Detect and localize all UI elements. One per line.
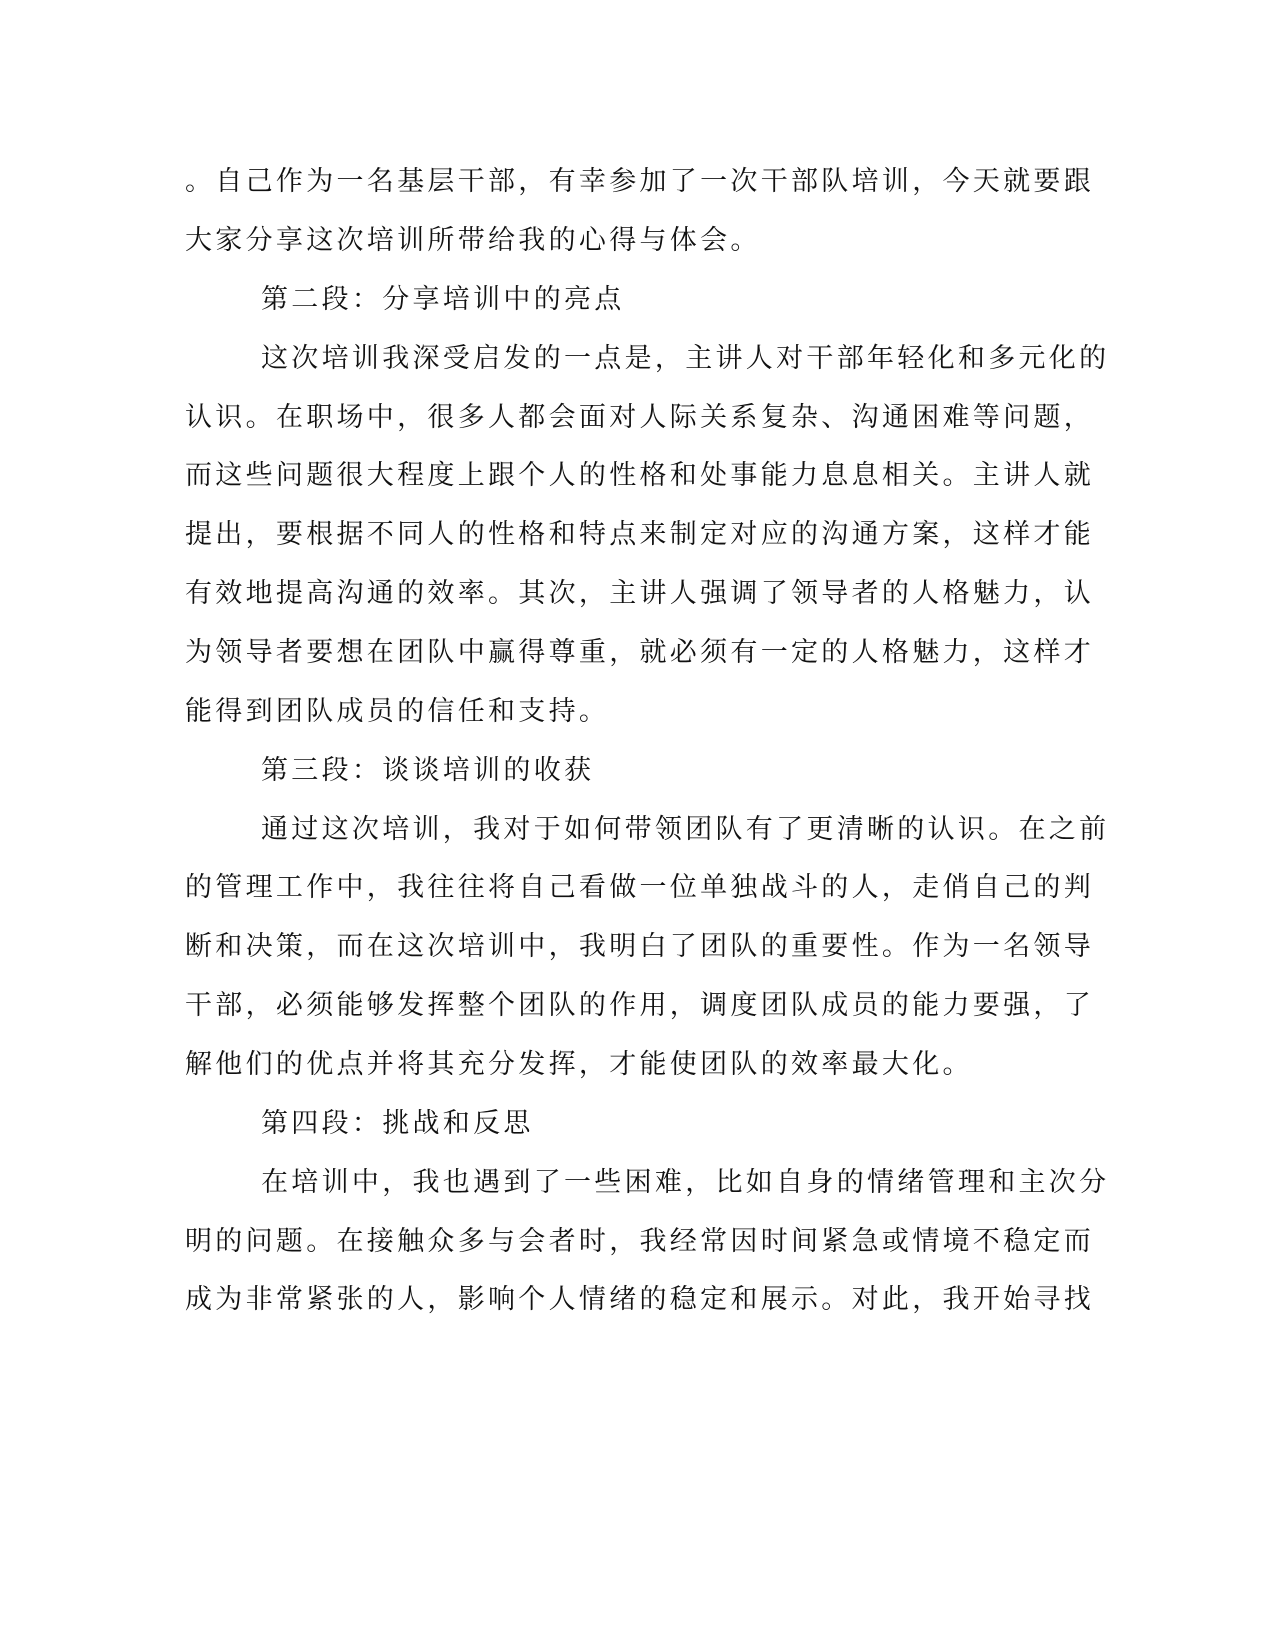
text-line: 明的问题。在接触众多与会者时，我经常因时间紧急或情境不稳定而 [185,1226,1094,1257]
text-line: 大家分享这次培训所带给我的心得与体会。 [185,225,761,256]
text-line: 这次培训我深受启发的一点是，主讲人对干部年轻化和多元化的 [261,343,1110,374]
text-line: 能得到团队成员的信任和支持。 [185,696,610,727]
text-line: 干部，必须能够发挥整个团队的作用，调度团队成员的能力要强，了 [185,990,1094,1021]
text-line: 有效地提高沟通的效率。其次，主讲人强调了领导者的人格魅力，认 [185,578,1094,609]
text-line: 认识。在职场中，很多人都会面对人际关系复杂、沟通困难等问题， [185,402,1094,433]
text-line: 成为非常紧张的人，影响个人情绪的稳定和展示。对此，我开始寻找 [185,1284,1094,1315]
section-heading: 第三段：谈谈培训的收获 [261,755,595,786]
section-heading: 第四段：挑战和反思 [261,1108,534,1139]
text-line: 提出，要根据不同人的性格和特点来制定对应的沟通方案，这样才能 [185,519,1094,550]
text-line: 的管理工作中，我往往将自己看做一位单独战斗的人，走俏自己的判 [185,872,1094,903]
section-heading: 第二段：分享培训中的亮点 [261,284,625,315]
text-line: 通过这次培训，我对于如何带领团队有了更清晰的认识。在之前 [261,814,1110,845]
text-line: 为领导者要想在团队中赢得尊重，就必须有一定的人格魅力，这样才 [185,637,1094,668]
text-line: 。自己作为一名基层干部，有幸参加了一次干部队培训，今天就要跟 [185,166,1094,197]
text-line: 断和决策，而在这次培训中，我明白了团队的重要性。作为一名领导 [185,931,1094,962]
text-line: 而这些问题很大程度上跟个人的性格和处事能力息息相关。主讲人就 [185,460,1094,491]
text-line: 在培训中，我也遇到了一些困难，比如自身的情绪管理和主次分 [261,1167,1110,1198]
text-line: 解他们的优点并将其充分发挥，才能使团队的效率最大化。 [185,1049,973,1080]
